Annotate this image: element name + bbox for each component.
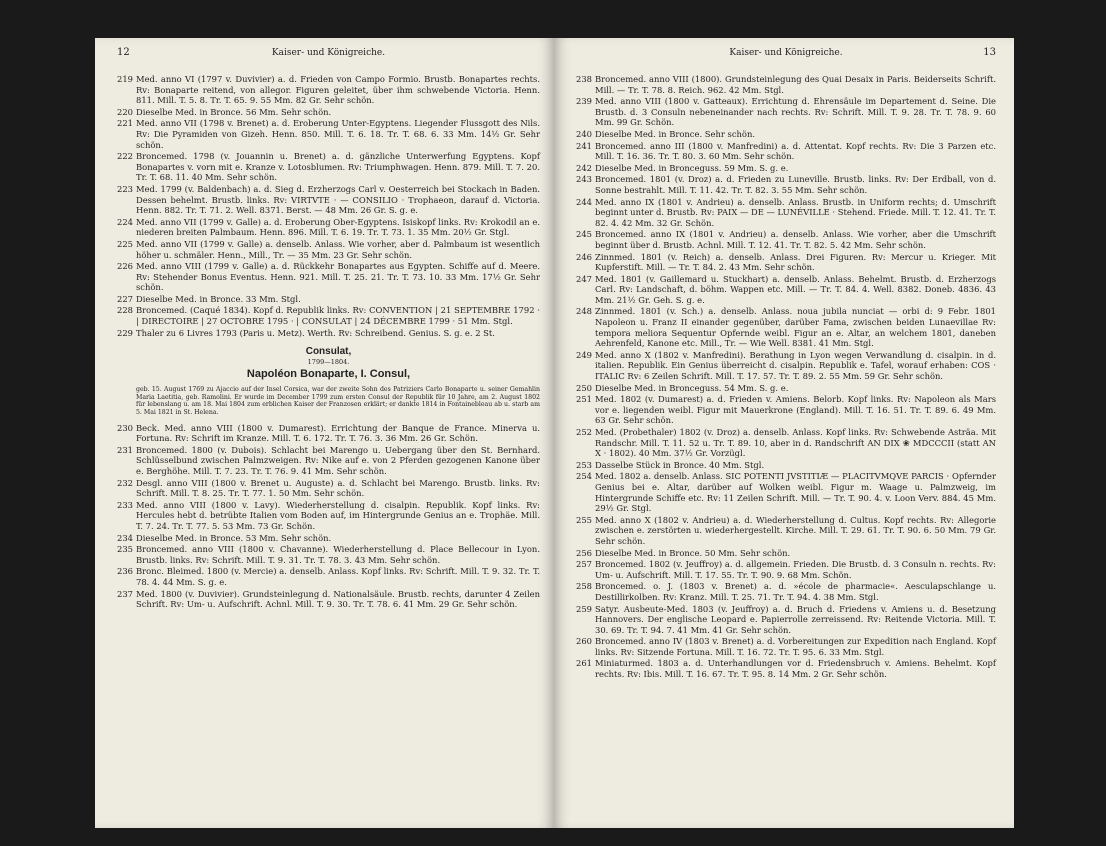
- entry-description: Broncemed. anno VIII (1800). Grundsteinlegung des Quai Desaix in Paris. Beiderseits Schrift. Mill. — Tr. T. 78. 8. Reich. 962. 42 Mm. Stgl.: [595, 74, 996, 95]
- entry-description: Med. anno VII (1799 v. Galle) a. denselb. Anlass. Wie vorher, aber d. Palmbaum ist wesentlich höher u. schmäler. Henn., Mill., Tr. — 35 Mm. 23 Gr. Sehr schön.: [136, 238, 540, 260]
- entry-description: Desgl. anno VIII (1800 v. Brenet u. Auguste) a. d. Schlacht bei Marengo. Brustb. links. Rv: Schrift. Mill. T. 8. 25. Tr. T. 77. 1. 50 Mm. Sehr schön.: [136, 477, 540, 499]
- catalog-entry: [576, 636, 996, 657]
- entry-description: Dieselbe Med. in Bronce. Sehr schön.: [595, 128, 756, 139]
- catalog-entry: [576, 129, 996, 140]
- entry-number: 225: [117, 238, 133, 249]
- catalog-entry: [576, 460, 996, 471]
- catalog-entry: [576, 548, 996, 559]
- entry-description: Med. anno VII (1798 v. Brenet) a. d. Eroberung Unter-Egyptens. Liegender Flussgott des Nils. Rv: Die Pyramiden von Gizeh. Henn. 850. Mill. T. 6. 18. Tr. T. 68. 6. 33 Mm. 14½ Gr. Sehr schön.: [136, 118, 540, 150]
- left-running-head-title: Kaiser- und Königreiche.: [271, 48, 386, 58]
- entry-number: 229: [117, 327, 133, 338]
- catalog-entry: [576, 383, 996, 394]
- catalog-entry: [117, 445, 540, 477]
- section-person: Napoléon Bonaparte, I. Consul,: [246, 368, 411, 381]
- right-page: [554, 38, 1014, 828]
- entry-description: Miniaturmed. 1803 a. d. Unterhandlungen vor d. Friedensbruch v. Amiens. Behelmt. Kopf rechts. Rv: Ibis. Mill. T. 16. 67. Tr. T. 95. 8. 14 Mm. 2 Gr. Sehr schön.: [595, 658, 996, 680]
- entry-number: 245: [576, 229, 592, 240]
- entry-description: Dasselbe Stück in Bronce. 40 Mm. Stgl.: [595, 459, 765, 470]
- entry-number: 220: [117, 106, 133, 117]
- entry-description: Beck. Med. anno VIII (1800 v. Dumarest). Errichtung der Banque de France. Minerva u. Fortuna. Rv: Schrift im Kranze. Mill. T. 6. 172. Tr. T. 76. 3. 36 Mm. 26 Gr. Schön.: [136, 422, 540, 444]
- entry-description: Dieselbe Med. in Bronce. 33 Mm. Stgl.: [136, 293, 301, 304]
- entry-description: Thaler zu 6 Livres 1793 (Paris u. Metz). Werth. Rv: Schreibend. Genius. S. g. e. 2 St.: [136, 327, 495, 338]
- entry-number: 236: [117, 566, 133, 577]
- left-entries-top: [117, 74, 540, 338]
- entry-number: 233: [117, 499, 133, 510]
- entry-description: Med. anno VIII (1800 v. Gatteaux). Errichtung d. Ehrensäule im Departement d. Seine. Die Brustb. d. 3 Consuln nebeneinander nach rechts. Rv: Schrift. Mill. T. 9. 28. Tr. T. 78. 9. 60 Mm. 99 Gr. Schön.: [595, 96, 996, 128]
- catalog-entry: [576, 394, 996, 426]
- catalog-entry: [117, 74, 540, 106]
- catalog-entry: [576, 174, 996, 195]
- entry-description: Bronc. Bleimed. 1800 (v. Mercie) a. denselb. Anlass. Kopf links. Rv: Schrift. Mill. T. 9. 32. Tr. T. 78. 4. 44 Mm. S. g. e.: [136, 566, 540, 587]
- left-page-number: 12: [117, 47, 130, 58]
- entry-number: 246: [576, 251, 592, 262]
- entry-number: 232: [117, 477, 133, 488]
- entry-description: Broncemed. (Caqué 1834). Kopf d. Republik links. Rv: CONVENTION | 21 SEPTEMBRE 1792 · | DIRECTOIRE | 27 OCTOBRE 1795 · | CONSULAT | 24 DÉCEMBRE 1799 · 51 Mm. Stgl.: [136, 305, 540, 327]
- catalog-entry: [117, 533, 540, 544]
- entry-description: Med. anno X (1802 v. Andrieu) a. d. Wiederherstellung d. Cultus. Kopf rechts. Rv: Allegorie zwischen e. zerstörten u. wiederhergestellt. Kirche. Mill. T. 29. 61. Tr. T. 90. 6. 50 Mm. 79 Gr. Sehr schön.: [595, 514, 996, 546]
- entry-description: Broncemed. o. J. (1803 v. Brenet) a. d. »école de pharmacie«. Aesculapschlange u. Destillirkolben. Rv: Kranz. Mill. T. 25. 71. Tr. T. 94. 4. 38 Mm. Stgl.: [595, 581, 996, 602]
- entry-number: 247: [576, 273, 592, 284]
- entry-description: Dieselbe Med. in Bronce. 50 Mm. Sehr schön.: [595, 547, 791, 558]
- entry-number: 242: [576, 162, 592, 173]
- entry-number: 237: [117, 588, 133, 599]
- catalog-entry: [117, 294, 540, 305]
- entry-number: 234: [117, 532, 133, 543]
- catalog-entry: [576, 141, 996, 162]
- entry-number: 250: [576, 382, 592, 393]
- entry-description: Med. 1802 a. denselb. Anlass. SIC POTENTI JVSTITIÆ — PLACITVMQVE PARCIS · Opfernder Genius bei e. Altar, darüber auf Wolken weibl. Figur m. Waage u. Palmzweig, im Hintergrunde Schiffe etc. Rv: 11 Zeilen Schrift. Mill. — Tr. T. 90. 4. v. Loon Verv. 884. 45 Mm. 29½ Gr. Stgl.: [595, 471, 996, 514]
- catalog-entry: [117, 544, 540, 565]
- catalog-entry: [117, 118, 540, 150]
- entry-number: 259: [576, 603, 592, 614]
- entry-number: 260: [576, 636, 592, 647]
- entry-number: 251: [576, 394, 592, 405]
- left-running-head: [117, 46, 540, 60]
- entry-description: Dieselbe Med. in Bronceguss. 59 Mm. S. g. e.: [595, 162, 789, 173]
- entry-number: 258: [576, 581, 592, 592]
- entry-description: Broncemed. 1798 (v. Jouannin u. Brenet) a. d. gänzliche Unterwerfung Egyptens. Kopf Bonapartes v. vorn mit e. Kranze v. Lotosblumen. Rv: Triumphwagen. Henn. 879. Mill. T. 7. 20. Tr. T. 68. 11. 40 Mm. Sehr schön.: [136, 151, 540, 183]
- entry-number: 243: [576, 174, 592, 185]
- entry-description: Broncemed. anno IV (1803 v. Brenet) a. d. Vorbereitungen zur Expedition nach England. Kopf links. Rv: Sitzende Fortuna. Mill. T. 16. 72. Tr. T. 95. 6. 33 Mm. Stgl.: [595, 636, 996, 657]
- entry-number: 223: [117, 183, 133, 194]
- catalog-entry: [117, 500, 540, 532]
- catalog-entry: [117, 305, 540, 326]
- entry-number: 222: [117, 151, 133, 162]
- entry-number: 238: [576, 74, 592, 84]
- catalog-entry: [576, 197, 996, 229]
- entry-number: 241: [576, 140, 592, 151]
- left-entries-bottom: [117, 423, 540, 610]
- catalog-entry: [117, 151, 540, 183]
- catalog-entry: [576, 471, 996, 513]
- catalog-entry: [117, 107, 540, 118]
- entry-description: Med. anno X (1802 v. Manfredini). Berathung in Lyon wegen Verwandlung d. cisalpin. in d. italien. Republik. Ein Genius überreicht d. cisalpin. Republik e. Tafel, worauf erhaben: COS · ITALIC Rv: 6 Zeilen Schrift. Mill. T. 17. 57. Tr. T. 89. 2. 55 Mm. 59 Gr. Sehr schön.: [595, 349, 996, 382]
- entry-description: Zinnmed. 1801 (v. Sch.) a. denselb. Anlass. noua jubila nunciat — orbi d: 9 Febr. 1801 Napoleon u. Franz II einander gegenüber, darüber Fama, zwischen beiden Lunaevillae Rv: tempora meliora Sequentur Opfernde weibl. Figur an e. Altar, an welchem 1801, daneben Aehrenfeld, Kanone etc. Mill., Tr. — Wie Well. 8381. 41 Mm. Stgl.: [595, 306, 996, 349]
- left-page: [95, 38, 554, 828]
- catalog-entry: [576, 306, 996, 348]
- entry-description: Broncemed. 1802 (v. Jeuffroy) a. d. allgemein. Frieden. Die Brustb. d. 3 Consuln n. rechts. Rv: Um- u. Aufschrift. Mill. T. 17. 55. Tr. T. 90. 9. 68 Mm. Schön.: [595, 559, 996, 580]
- catalog-entry: [117, 478, 540, 499]
- entry-number: 255: [576, 514, 592, 525]
- entry-description: Med. (Probethaler) 1802 (v. Droz) a. denselb. Anlass. Kopf links. Rv: Schwebende Asträa. Mit Randschr. Mill. T. 11. 52 u. Tr. T. 89. 10, aber in d. Randschrift AN DIX ❀ MDCCCII (statt AN X · 1802). 40 Mm. 37½ Gr. Vorzügl.: [595, 427, 996, 459]
- napoleon-biography: geb. 15. August 1769 zu Ajaccio auf der Insel Corsica, war der zweite Sohn des Patriziers Carlo Bonaparte u. seiner Gemahlin Maria Laetitia, geb. Ramolini. Er wurde im December 1799 zum ersten Consul der Republik für 10 Jahre, am 2. August 1802 für lebenslang u. am 18. Mai 1804 zum erblichen Kaiser der Franzosen erklärt; er dankte 1814 in Fontainebleau ab u. starb am 5. Mai 1821 in St. Helena.: [136, 386, 540, 417]
- entry-number: 248: [576, 306, 592, 317]
- catalog-entry: [117, 239, 540, 260]
- entry-number: 244: [576, 196, 592, 207]
- catalog-entry: [576, 559, 996, 580]
- entry-description: Med. 1799 (v. Baldenbach) a. d. Sieg d. Erzherzogs Carl v. Oesterreich bei Stockach in Baden. Dessen behelmt. Brustb. links. Rv: VIRTVTE · — CONSILIO · Trophaeon, darauf d. Victoria. Henn. 882. Tr. T. 71. 2. Well. 8371. Berst. — 48 Mm. 26 Gr. S. g. e.: [136, 183, 540, 216]
- catalog-entry: [576, 252, 996, 273]
- catalog-entry: [117, 184, 540, 216]
- entry-description: Broncemed. 1801 (v. Droz) a. d. Frieden zu Luneville. Brustb. links. Rv: Der Erdball, von d. Sonne bestrahlt. Mill. T. 11. 42. Tr. T. 82. 3. 55 Mm. Sehr schön.: [595, 174, 996, 195]
- entry-description: Broncemed. 1800 (v. Dubois). Schlacht bei Marengo u. Uebergang über den St. Bernhard. Schlüsselbund zwischen Palmzweigen. Rv: Nike auf e. von 2 Pferden gezogenen Kanone über e. Berghöhe. Mill. T. 7. 23. Tr. T. 76. 9. 41 Mm. Sehr schön.: [136, 444, 540, 476]
- entry-number: 219: [117, 74, 133, 84]
- entry-description: Med. anno VIII (1799 v. Galle) a. d. Rückkehr Bonapartes aus Egypten. Schiffe auf d. Meere. Rv: Stehender Bonus Eventus. Henn. 921. Mill. T. 25. 21. Tr. T. 73. 10. 33 Mm. 17½ Gr. Sehr schön.: [136, 261, 540, 293]
- catalog-entry: [576, 515, 996, 547]
- entry-description: Satyr. Ausbeute-Med. 1803 (v. Jeuffroy) a. d. Bruch d. Friedens v. Amiens u. d. Besetzung Hannovers. Der englische Leopard e. Papierrolle zerreissend. Rv: Reitende Victoria. Mill. T. 30. 69. Tr. T. 94. 7. 41 Mm. 41 Gr. Sehr schön.: [595, 603, 996, 635]
- entry-description: Med. anno IX (1801 v. Andrieu) a. denselb. Anlass. Brustb. in Uniform rechts; d. Umschrift beginnt unter d. Brustb. Rv: PAIX — DE — LUNÉVILLE · Stehend. Friede. Mill. T. 12. 41. Tr. T. 82. 4. 42 Mm. 32 Gr. Schön.: [595, 196, 996, 228]
- entry-number: 254: [576, 471, 592, 482]
- entry-description: Med. anno VII (1799 v. Galle) a. d. Eroberung Ober-Egyptens. Isiskopf links. Rv: Krokodil an e. niederen breiten Palmbaum. Henn. 896. Mill. T. 6. 19. Tr. T. 73. 1. 35 Mm. 20½ Gr. Stgl.: [136, 216, 540, 238]
- entry-number: 231: [117, 444, 133, 455]
- catalog-entry: [576, 163, 996, 174]
- entry-number: 221: [117, 118, 133, 129]
- entry-number: 235: [117, 544, 133, 555]
- catalog-entry: [117, 217, 540, 238]
- entry-number: 249: [576, 349, 592, 360]
- entry-description: Med. anno VIII (1800 v. Lavy). Wiederherstellung d. cisalpin. Republik. Kopf links. Rv: Hercules hebt d. betrübte Italien vom Boden auf, im Hintergrunde Genius an e. Trophäe. Mill. T. 7. 24. Tr. T. 77. 5. 53 Mm. 73 Gr. Schön.: [136, 499, 540, 531]
- catalog-entry: [117, 328, 540, 339]
- entry-number: 227: [117, 293, 133, 304]
- entry-description: Med. 1801 (v. Gaillemard u. Stuckhart) a. denselb. Anlass. Behelmt. Brustb. d. Erzherzogs Carl. Rv: Landschaft, d. böhm. Wappen etc. Mill. — Tr. T. 84. 4. Well. 8382. Doneb. 4836. 43 Mm. 21½ Gr. Geh. S. g. e.: [595, 273, 996, 305]
- section-title: Consulat,: [305, 346, 352, 358]
- entry-number: 226: [117, 261, 133, 272]
- entry-description: Dieselbe Med. in Bronceguss. 54 Mm. S. g. e.: [595, 382, 789, 393]
- entry-number: 257: [576, 559, 592, 570]
- catalog-entry: [576, 229, 996, 250]
- catalog-entry: [117, 566, 540, 587]
- entry-description: Broncemed. anno III (1800 v. Manfredini) a. d. Attentat. Kopf rechts. Rv: Die 3 Parzen etc. Mill. T. 16. 36. Tr. T. 80. 3. 60 Mm. Sehr schön.: [595, 140, 996, 162]
- entry-number: 228: [117, 305, 133, 316]
- entry-description: Broncemed. anno VIII (1800 v. Chavanne). Wiederherstellung d. Place Bellecour in Lyon. Brustb. links. Rv: Schrift. Mill. T. 9. 31. Tr. T. 78. 3. 43 Mm. Sehr schön.: [136, 544, 540, 565]
- catalog-entry: [576, 581, 996, 602]
- catalog-entry: [576, 604, 996, 636]
- catalog-entry: [576, 74, 996, 95]
- entry-number: 261: [576, 658, 592, 669]
- right-page-number: 13: [983, 47, 996, 58]
- consulat-section-heading: [117, 345, 540, 381]
- entry-number: 224: [117, 216, 133, 227]
- catalog-entry: [576, 658, 996, 679]
- entry-description: Zinnmed. 1801 (v. Reich) a. denselb. Anlass. Drei Figuren. Rv: Mercur u. Krieger. Mit Kupferstift. Mill. — Tr. T. 84. 2. 43 Mm. Sehr schön.: [595, 251, 996, 273]
- entry-description: Dieselbe Med. in Bronce. 56 Mm. Sehr schön.: [136, 106, 332, 117]
- catalog-entry: [576, 350, 996, 382]
- entry-description: Med. 1802 (v. Dumarest) a. d. Frieden v. Amiens. Belorb. Kopf links. Rv: Napoleon als Mars vor e. liegenden weibl. Figur mit Mauerkrone (England). Mill. T. 16. 51. Tr. T. 89. 6. 49 Mm. 63 Gr. Sehr schön.: [595, 394, 996, 426]
- entry-number: 240: [576, 128, 592, 139]
- right-entries: [576, 74, 996, 680]
- right-running-head: [576, 46, 996, 60]
- catalog-entry: [117, 261, 540, 293]
- entry-number: 252: [576, 427, 592, 437]
- catalog-entry: [117, 423, 540, 444]
- entry-number: 253: [576, 459, 592, 470]
- entry-description: Med. anno VI (1797 v. Duvivier) a. d. Frieden von Campo Formio. Brustb. Bonapartes rechts. Rv: Bonaparte reitend, von allegor. Figuren geleitet, über ihm schwebende Victoria. Henn. 811. Mill. T. 5. 8. Tr. T. 65. 9. 55 Mm. 82 Gr. Sehr schön.: [136, 74, 540, 106]
- entry-description: Med. 1800 (v. Duvivier). Grundsteinlegung d. Nationalsäule. Brustb. rechts, darunter 4 Zeilen Schrift. Rv: Um- u. Aufschrift. Achnl. Mill. T. 9. 30. Tr. T. 78. 6. 41 Mm. 29 Gr. Sehr schön.: [136, 588, 540, 610]
- catalog-entry: [576, 427, 996, 459]
- entry-number: 239: [576, 96, 592, 107]
- section-years: 1799—1804.: [307, 358, 350, 367]
- right-running-head-title: Kaiser- und Königreiche.: [729, 48, 843, 58]
- catalog-entry: [117, 589, 540, 610]
- entry-number: 230: [117, 422, 133, 433]
- catalog-entry: [576, 274, 996, 306]
- entry-number: 256: [576, 547, 592, 558]
- entry-description: Broncemed. anno IX (1801 v. Andrieu) a. denselb. Anlass. Wie vorher, aber die Umschrift beginnt über d. Brustb. Achnl. Mill. T. 12. 41. Tr. T. 82. 5. 42 Mm. Sehr schön.: [595, 229, 996, 250]
- entry-description: Dieselbe Med. in Bronce. 53 Mm. Sehr schön.: [136, 532, 332, 543]
- catalog-entry: [576, 96, 996, 128]
